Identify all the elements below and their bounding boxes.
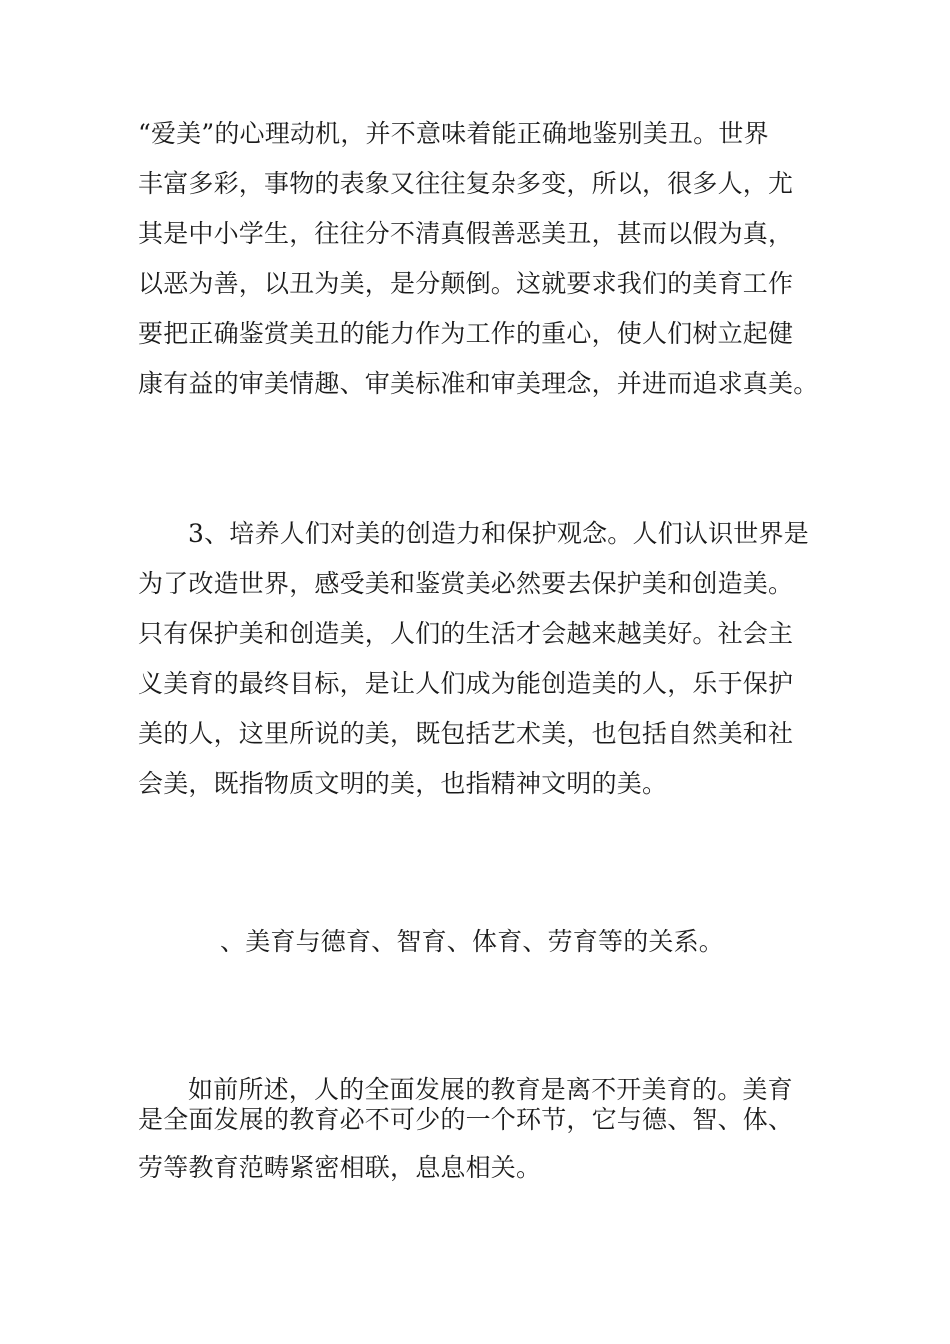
paragraph-1-line-2: 丰富多彩，事物的表象又往往复杂多变，所以，很多人，尤	[138, 169, 794, 198]
paragraph-1-line-4: 以恶为善，以丑为美，是分颠倒。这就要求我们的美育工作	[138, 269, 794, 298]
paragraph-1-line-6: 康有益的审美情趣、审美标准和审美理念，并进而追求真美。	[138, 369, 819, 398]
paragraph-3-line-1: 如前所述，人的全面发展的教育是离不开美育的。美育	[188, 1075, 793, 1104]
paragraph-1-line-3: 其是中小学生，往往分不清真假善恶美丑，甚而以假为真，	[138, 219, 794, 248]
paragraph-2-line-4: 义美育的最终目标，是让人们成为能创造美的人，乐于保护	[138, 669, 794, 698]
paragraph-2-line-1: 3、培养人们对美的创造力和保护观念。人们认识世界是	[188, 519, 809, 548]
paragraph-2-line-6: 会美，既指物质文明的美，也指精神文明的美。	[138, 769, 668, 798]
paragraph-1-line-1: “爱美”的心理动机，并不意味着能正确地鉴别美丑。世界	[138, 119, 769, 148]
paragraph-2-line-3: 只有保护美和创造美，人们的生活才会越来越美好。社会主	[138, 619, 794, 648]
paragraph-1-line-5: 要把正确鉴赏美丑的能力作为工作的重心，使人们树立起健	[138, 319, 794, 348]
paragraph-3-line-2: 是全面发展的教育必不可少的一个环节，它与德、智、体、	[138, 1105, 794, 1134]
paragraph-2-line-2: 为了改造世界，感受美和鉴赏美必然要去保护美和创造美。	[138, 569, 794, 598]
paragraph-3-line-3: 劳等教育范畴紧密相联，息息相关。	[138, 1153, 542, 1182]
paragraph-2-line-5: 美的人，这里所说的美，既包括艺术美，也包括自然美和社	[138, 719, 794, 748]
section-heading: 、美育与德育、智育、体育、劳育等的关系。	[220, 927, 725, 956]
